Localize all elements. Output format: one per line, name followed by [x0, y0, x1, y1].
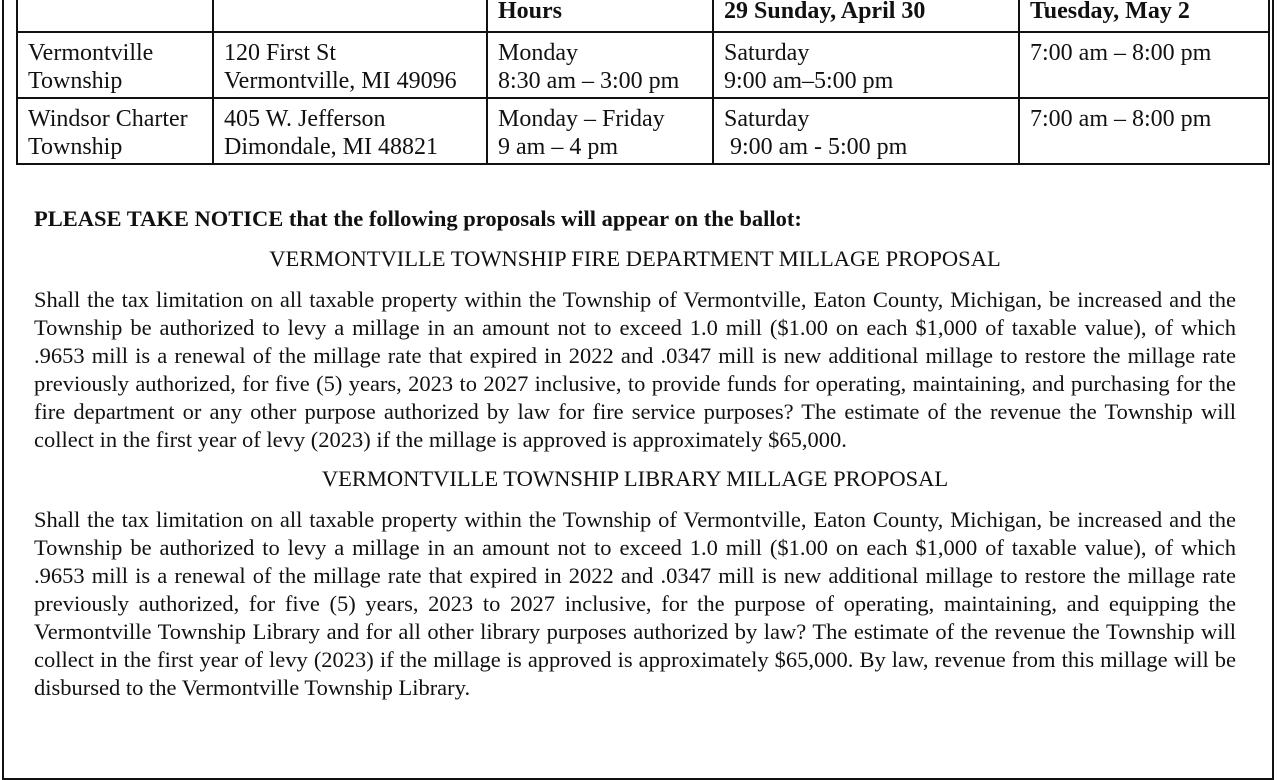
- table-row: [17, 32, 1269, 98]
- library-proposal-text: Shall the tax limitation on all taxable property within the Township of Vermontville, Eaton County, Michigan, be increased and the Township be authorized to levy a millage in an amount not to exceed 1.0 mill ($1.00 on each $1,000 of taxable value), of which .9653 mill is a renewal of the millage rate that expired in 2022 and .0347 mill is new additional millage to restore the millage rate previously authorized, for five (5) years, 2023 to 2027 inclusive, for the purpose of operating, maintaining, and equipping the Vermontville Township Library and for all other library purposes authorized by law? The estimate of the revenue the Township will collect in the first year of levy (2023) if the millage is approved is approximately $65,000. By law, revenue from this millage will be disbursed to the Vermontville Township Library.: [34, 507, 1236, 700]
- polling-hours-table: [16, 0, 1270, 165]
- cell-election-day-hours: 7:00 am – 8:00 pm: [1019, 32, 1269, 98]
- fire-proposal-heading: VERMONTVILLE TOWNSHIP FIRE DEPARTMENT MILLAGE PROPOSAL: [269, 246, 1001, 271]
- table-row: [17, 98, 1269, 164]
- cell-weekend-hours: Saturday 9:00 am - 5:00 pm: [713, 98, 1019, 164]
- header-regular-hours: Hours: [487, 0, 713, 32]
- cell-address: 120 First St Vermontville, MI 49096: [213, 32, 487, 98]
- cell-municipality: Windsor Charter Township: [17, 98, 213, 164]
- cell-address: 405 W. Jefferson Dimondale, MI 48821: [213, 98, 487, 164]
- library-proposal-heading: VERMONTVILLE TOWNSHIP LIBRARY MILLAGE PROPOSAL: [321, 466, 949, 491]
- cell-regular-hours: Monday – Friday 9 am – 4 pm: [487, 98, 713, 164]
- cell-regular-hours: Monday 8:30 am – 3:00 pm: [487, 32, 713, 98]
- header-address: [213, 0, 487, 32]
- fire-proposal-text: Shall the tax limitation on all taxable property within the Township of Vermontville, Eaton County, Michigan, be increased and the Township be authorized to levy a millage in an amount not to exceed 1.0 mill ($1.00 on each $1,000 of taxable value), of which .9653 mill is a renewal of the millage rate that expired in 2022 and .0347 mill is new additional millage to restore the millage rate previously authorized, for five (5) years, 2023 to 2027 inclusive, to provide funds for operating, maintaining, and purchasing for the fire department or any other purpose authorized by law for fire service purposes? The estimate of the revenue the Township will collect in the first year of levy (2023) if the millage is approved is approximately $65,000.: [34, 287, 1236, 452]
- table-header-row: [17, 0, 1269, 32]
- notice-body: [34, 205, 1236, 713]
- cell-municipality: Vermontville Township: [17, 32, 213, 98]
- ballot-notice: PLEASE TAKE NOTICE that the following proposals will appear on the ballot:: [34, 206, 802, 231]
- header-election-day-hours: Tuesday, May 2: [1019, 0, 1269, 32]
- cell-election-day-hours: 7:00 am – 8:00 pm: [1019, 98, 1269, 164]
- header-municipality: [17, 0, 213, 32]
- cell-weekend-hours: Saturday 9:00 am–5:00 pm: [713, 32, 1019, 98]
- header-weekend-hours: 29 Sunday, April 30: [713, 0, 1019, 32]
